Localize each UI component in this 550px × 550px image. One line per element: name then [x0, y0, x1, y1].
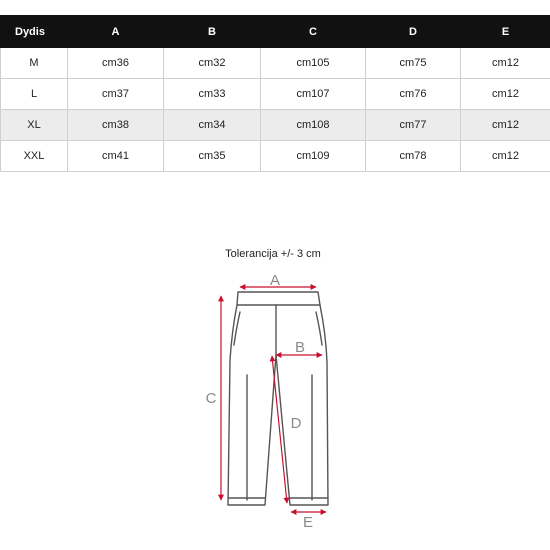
label-a: A [269, 272, 281, 289]
cell-b: cm34 [164, 110, 261, 141]
header-c: C [261, 16, 366, 48]
cell-d: cm75 [366, 48, 461, 79]
measurement-labels [206, 272, 313, 531]
right-pocket [316, 312, 322, 345]
label-b: B [294, 339, 306, 356]
cell-a: cm38 [68, 110, 164, 141]
cell-b: cm35 [164, 141, 261, 172]
cell-a: cm41 [68, 141, 164, 172]
cell-d: cm77 [366, 110, 461, 141]
header-e: E [461, 16, 550, 48]
label-e: E [302, 514, 314, 531]
pants-outline [228, 292, 328, 505]
measurement-arrows [221, 287, 326, 512]
cell-a: cm37 [68, 79, 164, 110]
cell-size: XL [1, 110, 68, 141]
arrow-d [272, 356, 287, 503]
cell-c: cm107 [261, 79, 366, 110]
header-size: Dydis [1, 16, 68, 48]
cell-size: L [1, 79, 68, 110]
tolerance-note: Tolerancija +/- 3 cm [225, 248, 321, 260]
waistband [237, 292, 320, 305]
cell-c: cm105 [261, 48, 366, 79]
cell-d: cm76 [366, 79, 461, 110]
cell-e: cm12 [461, 110, 550, 141]
cell-a: cm36 [68, 48, 164, 79]
label-d: D [290, 415, 302, 432]
label-c: C [205, 390, 217, 407]
cell-d: cm78 [366, 141, 461, 172]
cell-size: M [1, 48, 68, 79]
cell-e: cm12 [461, 79, 550, 110]
cell-b: cm33 [164, 79, 261, 110]
cell-b: cm32 [164, 48, 261, 79]
header-b: B [164, 16, 261, 48]
cell-c: cm109 [261, 141, 366, 172]
cell-e: cm12 [461, 141, 550, 172]
header-d: D [366, 16, 461, 48]
cell-size: XXL [1, 141, 68, 172]
header-a: A [68, 16, 164, 48]
cell-c: cm108 [261, 110, 366, 141]
cell-e: cm12 [461, 48, 550, 79]
